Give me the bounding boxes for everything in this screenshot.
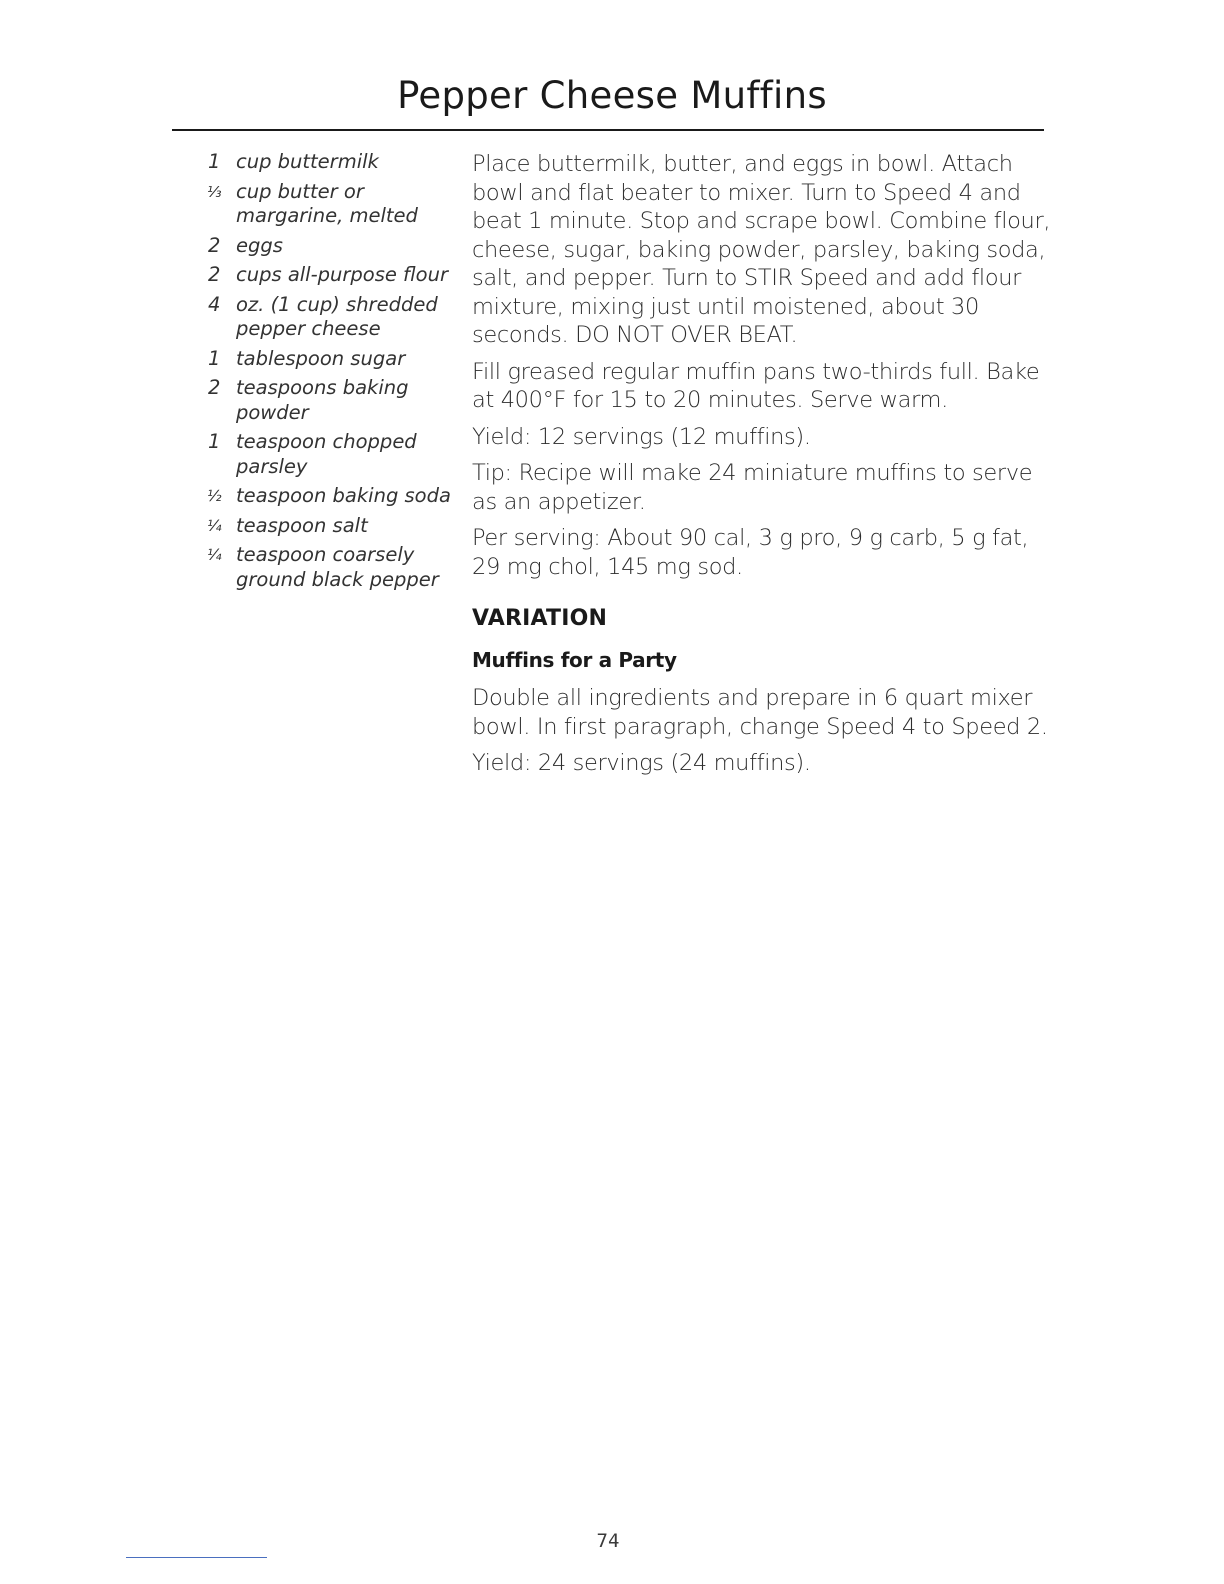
ingredient-item bbox=[200, 347, 462, 372]
ingredient-quantity: 2 bbox=[208, 233, 221, 257]
ingredient-quantity: 1 bbox=[208, 346, 221, 370]
ingredient-text: oz. (1 cup) shredded pepper cheese bbox=[236, 292, 438, 340]
ingredient-item bbox=[200, 263, 462, 288]
ingredient-quantity: ¼ bbox=[207, 516, 222, 535]
ingredient-item bbox=[200, 376, 462, 425]
ingredient-item bbox=[200, 293, 462, 342]
ingredient-quantity: 2 bbox=[208, 263, 221, 286]
variation-yield: Yield: 24 servings (24 muffins). bbox=[472, 750, 811, 776]
ingredient-item bbox=[200, 180, 462, 229]
ingredient-quantity: 1 bbox=[208, 430, 221, 453]
directions bbox=[472, 150, 1057, 786]
ingredient-quantity: ⅓ bbox=[207, 182, 222, 201]
ingredient-text: cup buttermilk bbox=[236, 150, 379, 173]
footer-rule bbox=[126, 1557, 267, 1558]
ingredient-item bbox=[200, 484, 462, 509]
variation-paragraph: Double all ingredients and prepare in 6 quart mixer bowl. In first paragraph, change Speed 4 to Speed 2. bbox=[472, 685, 1048, 740]
ingredient-quantity: ¼ bbox=[207, 546, 222, 564]
ingredient-item bbox=[200, 234, 462, 259]
ingredient-text: eggs bbox=[236, 233, 283, 257]
ingredient-text: teaspoon coarsely ground black pepper bbox=[236, 543, 439, 591]
variation-subheading: Muffins for a Party bbox=[472, 647, 677, 672]
page-number: 74 bbox=[596, 1530, 620, 1552]
ingredient-text: cup butter or margarine, melted bbox=[236, 179, 418, 227]
ingredient-text: teaspoons baking powder bbox=[236, 376, 409, 424]
tip-text: Tip: Recipe will make 24 miniature muffins to serve as an appetizer. bbox=[472, 460, 1033, 515]
ingredient-text: cups all-purpose flour bbox=[236, 263, 448, 286]
ingredient-quantity: 1 bbox=[208, 150, 221, 173]
ingredient-quantity: ½ bbox=[207, 487, 222, 505]
title-divider bbox=[172, 129, 1044, 131]
ingredient-text: teaspoon salt bbox=[236, 513, 368, 537]
ingredient-quantity: 2 bbox=[208, 376, 221, 399]
ingredient-text: teaspoon chopped parsley bbox=[236, 430, 417, 478]
ingredient-list bbox=[200, 150, 462, 597]
directions-paragraph: Fill greased regular muffin pans two-thirds full. Bake at 400°F for 15 to 20 minutes. Serve warm. bbox=[472, 358, 1040, 413]
yield-text: Yield: 12 servings (12 muffins). bbox=[472, 423, 811, 450]
ingredient-item bbox=[200, 150, 462, 175]
directions-paragraph: Place buttermilk, butter, and eggs in bowl. Attach bowl and flat beater to mixer. Turn to Speed 4 and beat 1 minute. Stop and scrape bowl. Combine flour, cheese, sugar, baking powder, parsley, baking soda, salt, and pepper. Turn to STIR Speed and add flour mixture, mixing just until moistened, about 30 seconds. DO NOT OVER BEAT. bbox=[472, 151, 1051, 348]
ingredient-item bbox=[200, 514, 462, 539]
nutrition-text: Per serving: About 90 cal, 3 g pro, 9 g carb, 5 g fat, 29 mg chol, 145 mg sod. bbox=[472, 525, 1029, 580]
ingredient-item bbox=[200, 543, 462, 592]
ingredient-text: teaspoon baking soda bbox=[236, 484, 451, 507]
page-title: Pepper Cheese Muffins bbox=[397, 74, 827, 117]
variation-heading: VARIATION bbox=[472, 606, 608, 631]
ingredient-quantity: 4 bbox=[208, 292, 221, 316]
ingredient-item bbox=[200, 430, 462, 479]
ingredient-text: tablespoon sugar bbox=[236, 346, 406, 370]
